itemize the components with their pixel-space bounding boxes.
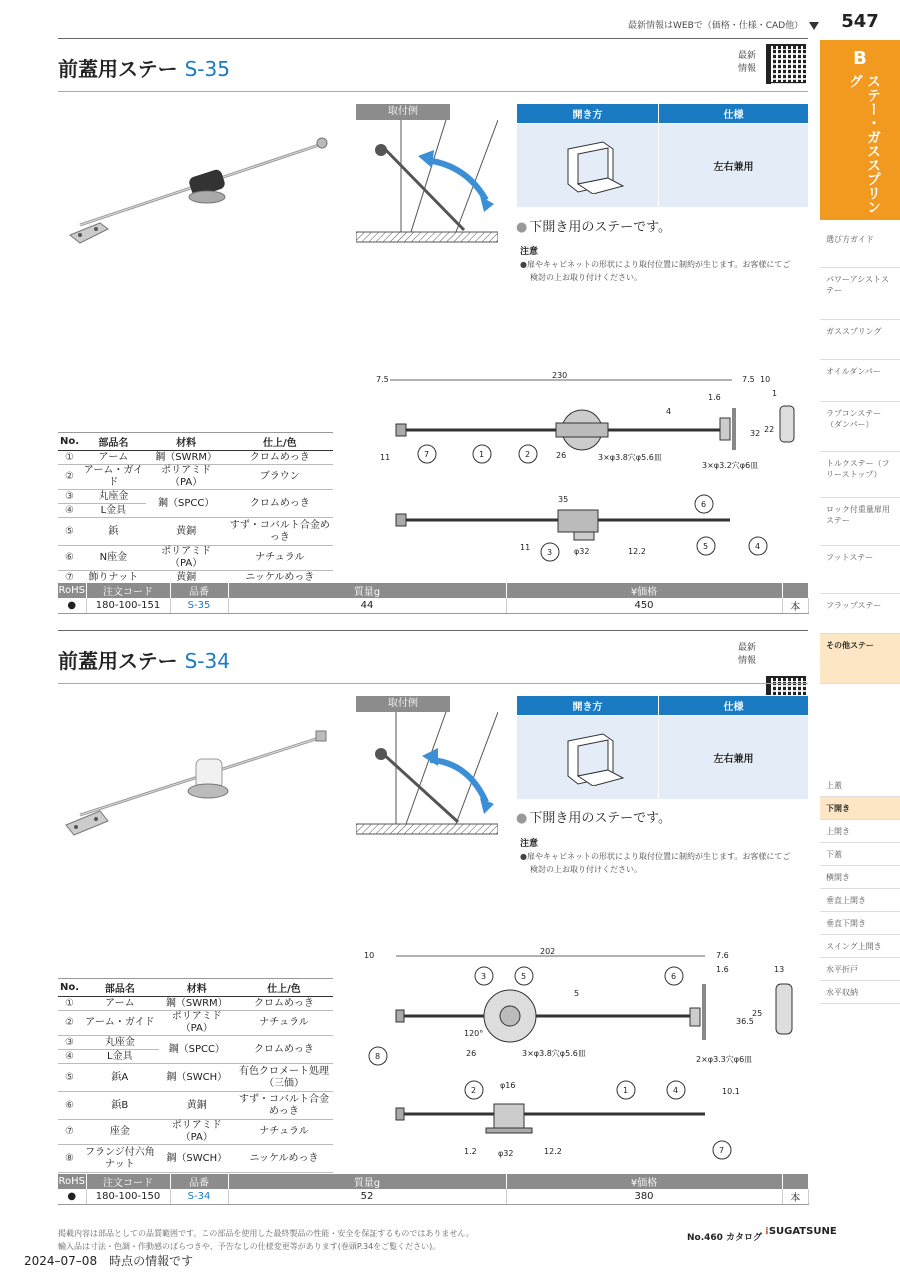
section-rule <box>58 630 808 631</box>
svg-text:120°: 120° <box>464 1029 484 1038</box>
svg-text:5: 5 <box>703 542 709 551</box>
svg-text:3×φ3.8穴φ5.6皿: 3×φ3.8穴φ5.6皿 <box>522 1049 586 1058</box>
svg-text:1: 1 <box>479 450 485 459</box>
table-row: ① アーム 鋼（SWRM） クロムめっき <box>58 451 333 465</box>
page-number: 547 <box>820 0 900 40</box>
tab-title: ステー・ガススプリング <box>847 74 881 214</box>
svg-text:22: 22 <box>764 425 775 434</box>
svg-text:7.5: 7.5 <box>742 375 755 384</box>
table-row: ③ 丸座金 鋼（SPCC） クロムめっき <box>58 490 333 504</box>
svg-text:7.5: 7.5 <box>376 375 389 384</box>
table-row: ⑦ 座金 ポリアミド（PA） ナチュラル <box>58 1120 333 1145</box>
table-row: ⑤ 鋲 黄銅 すず・コバルト合金めっき <box>58 518 333 546</box>
sidebar-sub-swing[interactable]: スイング上開き <box>820 935 900 958</box>
svg-text:1.6: 1.6 <box>708 393 721 402</box>
table-row: ④ L金具 <box>58 504 333 518</box>
table-row: ② アーム・ガイド ポリアミド（PA） ブラウン <box>58 465 333 490</box>
brand-mark-icon: ⁞ <box>765 1226 769 1237</box>
table-row: ⑥ 鋲B 黄銅 すず・コバルト合金めっき <box>58 1092 333 1120</box>
sidebar-item-power-assist[interactable]: パワーアシストステー <box>820 268 900 320</box>
s35-product-image <box>60 125 340 255</box>
section-rule <box>58 38 808 39</box>
sidebar-sub-yokobiraki[interactable]: 横開き <box>820 866 900 889</box>
svg-text:3×φ3.8穴φ5.6皿: 3×φ3.8穴φ5.6皿 <box>598 453 662 462</box>
svg-text:11: 11 <box>380 453 391 462</box>
s35-install-label: 取付例 <box>356 104 450 120</box>
s35-parts-table: No. 部品名 材料 仕上/色 ① アーム 鋼（SWRM） クロムめっき ② アーム・ガイド ポリアミド（PA） ブラウン ③ 丸座金 鋼（SPCC） クロムめっき ④ L金具 ⑤ 鋲 黄銅 すず・コバルト合金めっき ⑥ N座金 ポリアミド（PA） ナチュラル ⑦ 飾りナット 黄銅 ニッケルめっき <box>58 432 333 585</box>
svg-text:32: 32 <box>750 429 761 438</box>
svg-text:26: 26 <box>556 451 567 460</box>
opening-cabinet-icon <box>548 134 628 194</box>
sidebar-sub-uebiraki[interactable]: 上開き <box>820 820 900 843</box>
table-row[interactable]: ● 180-100-150 S-34 52 380 本 <box>58 1189 809 1205</box>
svg-text:10.1: 10.1 <box>722 1087 740 1096</box>
s34-product-image <box>60 725 340 845</box>
section-rule <box>58 683 808 684</box>
s35-spec-table <box>516 103 809 208</box>
s35-order-table: RoHS 注文コード 品番 質量g ¥価格 ● 180-100-151 S-35 44 450 本 <box>58 583 809 614</box>
svg-text:25: 25 <box>752 1009 763 1018</box>
svg-text:2×φ3.3穴φ6皿: 2×φ3.3穴φ6皿 <box>696 1055 753 1064</box>
s35-spec-value: 左右兼用 <box>659 124 809 208</box>
sidebar-sub-suihei-orido[interactable]: 水平折戸 <box>820 958 900 981</box>
sidebar-sub-shitabiraki[interactable]: 下開き <box>820 797 900 820</box>
svg-text:1.2: 1.2 <box>464 1147 477 1156</box>
svg-text:8: 8 <box>375 1052 381 1061</box>
s35-note-text: ●扉やキャビネットの形状により取付位置に制約が生じます。お客様にてご 検討の上お取り付けください。 <box>520 260 791 282</box>
svg-text:7: 7 <box>424 450 430 459</box>
s34-order-table: RoHS 注文コード 品番 質量g ¥価格 ● 180-100-150 S-34 52 380 本 <box>58 1174 809 1205</box>
svg-text:1: 1 <box>772 389 778 398</box>
tab-letter: B <box>853 48 867 69</box>
table-row: ④ L金具 <box>58 1050 333 1064</box>
brand-logo: ⁞SUGATSUNE <box>765 1226 837 1237</box>
svg-text:10: 10 <box>364 951 375 960</box>
svg-text:230: 230 <box>552 371 568 380</box>
svg-text:13: 13 <box>774 965 785 974</box>
svg-text:6: 6 <box>671 972 677 981</box>
s34-technical-drawing <box>360 944 810 1166</box>
footer-note: 掲載内容は部品としての品質範囲です。この部品を使用した最終製品の性能・安全を保証するものではありません。 輸入品は寸法・色調・作動感のばらつきや、予告なしの仕様変更等があります(巻頭P.34をご覧ください)。 <box>58 1229 474 1251</box>
s35-feature: ● 下開き用のステーです。 <box>516 216 671 235</box>
svg-text:202: 202 <box>540 947 556 956</box>
sidebar-item-other[interactable]: その他ステー <box>820 634 900 684</box>
sidebar-item-lock[interactable]: ロック付重量扉用ステー <box>820 498 900 546</box>
spec-col-spec: 仕様 <box>659 104 809 124</box>
web-info-note[interactable]: 最新情報はWEBで（価格・仕様・CAD他） <box>628 18 819 31</box>
s35-note-head: 注意 <box>520 247 539 257</box>
table-row[interactable]: ● 180-100-151 S-35 44 450 本 <box>58 598 809 614</box>
svg-text:1.6: 1.6 <box>716 965 729 974</box>
sidebar-sub-suichoku-shita[interactable]: 垂直下開き <box>820 912 900 935</box>
svg-text:36.5: 36.5 <box>736 1017 754 1026</box>
s34-install-diagram <box>356 712 498 844</box>
s35-title: 前蓋用ステー S-35 <box>58 57 230 81</box>
table-row: ① アーム 鋼（SWRM） クロムめっき <box>58 997 333 1011</box>
table-row: ⑤ 鋲A 鋼（SWCH） 有色クロメート処理（三価） <box>58 1064 333 1092</box>
s35-technical-drawing <box>360 368 810 568</box>
s35-install-diagram <box>356 120 498 252</box>
s34-parts-table: No. 部品名 材料 仕上/色 ① アーム 鋼（SWRM） クロムめっき ② アーム・ガイド ポリアミド（PA） ナチュラル ③ 丸座金 鋼（SPCC） クロムめっき ④ L金具 ⑤ 鋲A 鋼（SWCH） 有色クロメート処理（三価） ⑥ 鋲B 黄銅 すず・コバルト合金めっき ⑦ 座金 ポリアミド（PA） ナチュラル ⑧ フランジ付六角ナット 鋼（SWCH） ニッケルめっき <box>58 978 333 1173</box>
sidebar-item-rapcon[interactable]: ラプコンステー（ダンパー） <box>820 402 900 452</box>
svg-text:φ32: φ32 <box>574 547 590 556</box>
sidebar-sub-suichoku-ue[interactable]: 垂直上開き <box>820 889 900 912</box>
s34-spec-value: 左右兼用 <box>659 716 809 800</box>
svg-text:1: 1 <box>623 1086 629 1095</box>
s34-note-text: ●扉やキャビネットの形状により取付位置に制約が生じます。お客様にてご 検討の上お取り付けください。 <box>520 852 791 874</box>
sidebar-sub-shitabuta[interactable]: 下蓋 <box>820 843 900 866</box>
s34-title: 前蓋用ステー S-34 <box>58 649 230 673</box>
s34-spec-table: 開き方 仕様 左右兼用 <box>516 695 809 800</box>
s34-note-head: 注意 <box>520 839 539 849</box>
svg-text:4: 4 <box>666 407 672 416</box>
table-row: ③ 丸座金 鋼（SPCC） クロムめっき <box>58 1036 333 1050</box>
table-row: ⑧ フランジ付六角ナット 鋼（SWCH） ニッケルめっき <box>58 1145 333 1173</box>
svg-text:3×φ3.2穴φ6皿: 3×φ3.2穴φ6皿 <box>702 461 759 470</box>
s35-part-link[interactable]: S-35 <box>170 598 228 614</box>
svg-text:φ16: φ16 <box>500 1081 516 1090</box>
opening-cabinet-icon <box>548 726 628 786</box>
svg-text:4: 4 <box>673 1086 679 1095</box>
sidebar-sub-jobuta[interactable]: 上蓋 <box>820 774 900 797</box>
sidebar-item-gas-spring[interactable]: ガススプリング <box>820 320 900 360</box>
s34-feature: ● 下開き用のステーです。 <box>516 807 671 826</box>
svg-text:10: 10 <box>760 375 771 384</box>
s34-qr-label: 最新 情報 <box>738 643 757 666</box>
svg-text:26: 26 <box>466 1049 477 1058</box>
svg-text:12.2: 12.2 <box>628 547 646 556</box>
svg-text:7.6: 7.6 <box>716 951 729 960</box>
svg-text:11: 11 <box>520 543 531 552</box>
svg-text:6: 6 <box>701 500 707 509</box>
section-rule <box>58 91 808 92</box>
sidebar-item-flap[interactable]: フラップステー <box>820 594 900 634</box>
svg-text:7: 7 <box>719 1146 725 1155</box>
svg-text:4: 4 <box>755 542 761 551</box>
svg-text:2: 2 <box>471 1086 477 1095</box>
catalog-number: No.460 カタログ <box>687 1233 763 1243</box>
sidebar-sub-suihei-shuno[interactable]: 水平収納 <box>820 981 900 1004</box>
s35-qr-code-icon[interactable] <box>766 44 806 84</box>
svg-text:3: 3 <box>547 548 553 557</box>
sidebar-item-foot[interactable]: フットステー <box>820 546 900 594</box>
svg-text:5: 5 <box>574 989 580 998</box>
spec-col-opening: 開き方 <box>517 104 659 124</box>
table-row: ⑦ 飾りナット 黄銅 ニッケルめっき <box>58 571 333 585</box>
timestamp: 2024–07–08 時点の情報です <box>24 1254 194 1268</box>
table-row: ② アーム・ガイド ポリアミド（PA） ナチュラル <box>58 1011 333 1036</box>
s34-part-link[interactable]: S-34 <box>170 1189 228 1205</box>
s35-qr-label: 最新 情報 <box>738 51 757 74</box>
svg-text:5: 5 <box>521 972 527 981</box>
s34-install-label: 取付例 <box>356 696 450 712</box>
svg-text:φ32: φ32 <box>498 1149 514 1158</box>
svg-text:35: 35 <box>558 495 569 504</box>
triangle-down-icon <box>809 22 819 30</box>
svg-text:3: 3 <box>481 972 487 981</box>
sidebar-item-torque[interactable]: トルクステー（フリーストップ） <box>820 452 900 498</box>
table-row: ⑥ N座金 ポリアミド（PA） ナチュラル <box>58 546 333 571</box>
svg-text:2: 2 <box>525 450 531 459</box>
sidebar-item-oil-damper[interactable]: オイルダンパー <box>820 360 900 402</box>
sidebar-item-guide[interactable]: 選び方ガイド <box>820 228 900 268</box>
sidebar-tab[interactable] <box>820 40 900 220</box>
svg-text:12.2: 12.2 <box>544 1147 562 1156</box>
